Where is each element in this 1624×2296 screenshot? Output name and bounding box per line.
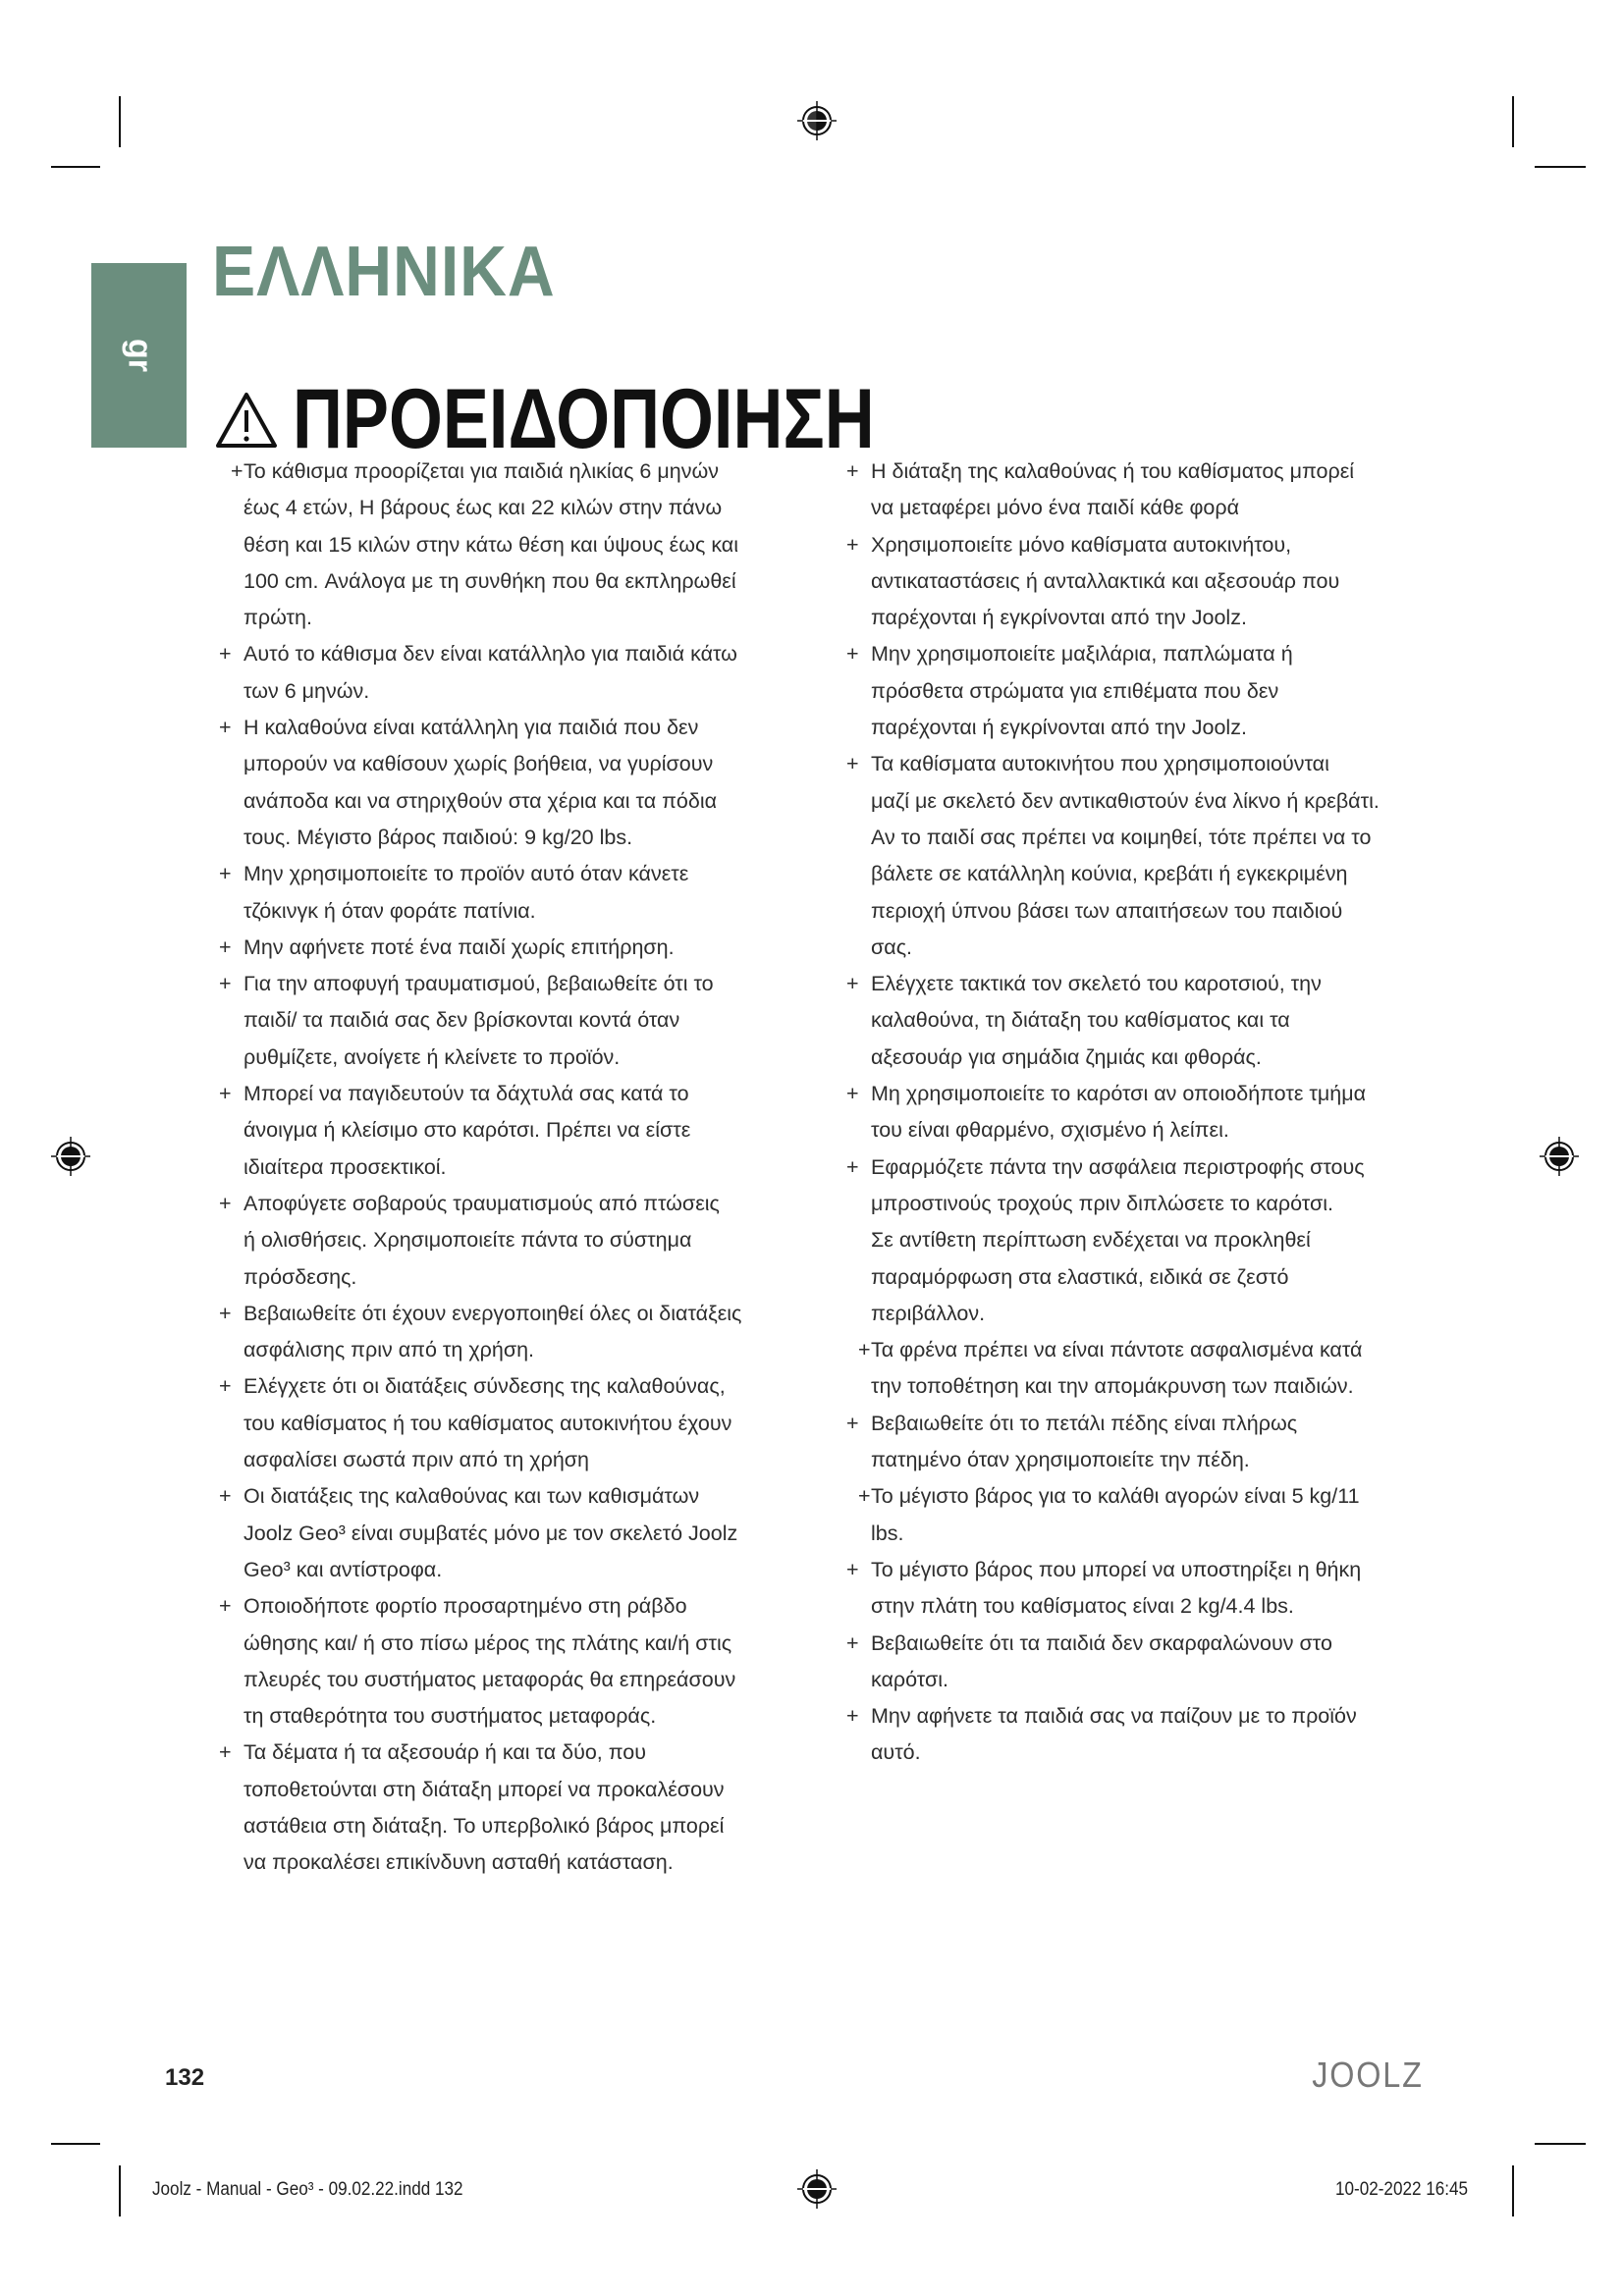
item-text: Αυτό το κάθισμα δεν είναι κατάλληλο για παιδιά κάτω των 6 μηνών. [244,642,737,703]
list-item [219,636,808,710]
registration-mark-icon [795,99,839,142]
list-item [846,1626,1455,1699]
item-text: Μπορεί να παγιδευτούν τα δάχτυλά σας κατά το άνοιγμα ή κλείσιμο στο καρότσι. Πρέπει να είστε ιδιαίτερα προσεκτικοί. [244,1082,691,1179]
item-text: Βεβαιωθείτε ότι το πετάλι πέδης είναι πλήρως πατημένο όταν χρησιμοποιείτε την πέδη. [871,1411,1298,1472]
language-tab-label: gr [121,339,158,372]
bullet-plus: + [219,1740,232,1765]
crop-mark [1535,166,1586,168]
item-text: Μην χρησιμοποιείτε το προϊόν αυτό όταν κάνετε τζόκινγκ ή όταν φοράτε πατίνια. [244,862,689,923]
item-text: Για την αποφυγή τραυματισμού, βεβαιωθείτε ότι το παιδί/ τα παιδιά σας δεν βρίσκονται κοντά όταν ρυθμίζετε, ανοίγετε ή κλείνετε το προϊόν. [244,972,714,1069]
bullet-plus: + [219,1594,232,1619]
item-text: Τα φρένα πρέπει να είναι πάντοτε ασφαλισμένα κατά την τοποθέτηση και την απομάκρυνση των παιδιών. [871,1338,1363,1399]
joolz-logo: JOOLZ [1312,2055,1424,2095]
list-item [846,746,1455,966]
bullet-plus: + [219,934,232,959]
bullet-plus: + [219,972,232,996]
bullet-plus: + [219,642,232,667]
bullet-plus: + [219,1191,232,1215]
list-item [846,966,1455,1076]
crop-mark [51,166,100,168]
list-item [219,454,808,636]
item-text: Το μέγιστο βάρος για το καλάθι αγορών είναι 5 kg/11 lbs. [871,1484,1360,1545]
list-item [846,636,1455,746]
item-text: Ελέγχετε ότι οι διατάξεις σύνδεσης της καλαθούνας, του καθίσματος ή του καθίσματος αυτοκινήτου έχουν ασφαλίσει σωστά πριν από τη χρήση [244,1374,732,1472]
item-text: Μην αφήνετε τα παιδιά σας να παίζουν με το προϊόν αυτό. [871,1704,1357,1765]
list-item [846,1149,1455,1332]
crop-mark [119,96,121,147]
bullet-plus: + [846,1154,859,1179]
language-tab [91,263,187,448]
bullet-plus: + [219,1484,232,1509]
registration-mark-icon [795,2167,839,2211]
bullet-plus: + [219,716,232,740]
list-item [846,1552,1455,1626]
warnings-list-left [219,454,808,1882]
list-item [219,1735,808,1881]
crop-mark [1512,96,1514,147]
list-item [219,966,808,1076]
list-item [846,1478,1455,1552]
list-item [219,856,808,930]
bullet-plus: + [846,1411,859,1435]
list-item [219,1588,808,1735]
item-text: Μην χρησιμοποιείτε μαξιλάρια, παπλώματα ή πρόσθετα στρώματα για επιθέματα που δεν παρέχονται ή εγκρίνονται από την Joolz. [871,642,1293,740]
item-text: Ελέγχετε τακτικά τον σκελετό του καροτσιού, την καλαθούνα, τη διάταξη του καθίσματος και τα αξεσουάρ για σημάδια ζημιάς και φθοράς. [871,972,1322,1069]
list-item [219,710,808,856]
bullet-plus: + [231,459,244,483]
warning-title: ΠΡΟΕΙΔΟΠΟΙΗΣΗ [293,372,875,466]
item-text: Η διάταξη της καλαθούνας ή του καθίσματος μπορεί να μεταφέρει μόνο ένα παιδί κάθε φορά [871,459,1355,520]
bullet-plus: + [846,1082,859,1106]
list-item [846,1406,1455,1479]
bullet-plus: + [846,1557,859,1581]
item-text: Μη χρησιμοποιείτε το καρότσι αν οποιοδήποτε τμήμα του είναι φθαρμένο, σχισμένο ή λείπει. [871,1082,1367,1143]
crop-mark [1512,2165,1514,2216]
registration-mark-icon [49,1135,92,1178]
item-text: Χρησιμοποιείτε μόνο καθίσματα αυτοκινήτου, αντικαταστάσεις ή ανταλλακτικά και αξεσουάρ που παρέχονται ή εγκρίνονται από την Joolz. [871,532,1340,630]
list-item [219,930,808,966]
bullet-plus: + [846,532,859,557]
page-number: 132 [165,2064,205,2091]
item-text: Η καλαθούνα είναι κατάλληλη για παιδιά που δεν μπορούν να καθίσουν χωρίς βοήθεια, να γυρίσουν ανάποδα και να στηριχθούν στα χέρια και τα πόδια τους. Μέγιστο βάρος παιδιού: 9 kg/20 lbs. [244,716,718,849]
bullet-plus: + [858,1484,871,1509]
language-heading: ΕΛΛΗΝΙΚΑ [212,233,556,311]
item-text: Εφαρμόζετε πάντα την ασφάλεια περιστροφής στους μπροστινούς τροχούς πριν διπλώσετε το καρότσι. Σε αντίθετη περίπτωση ενδέχεται να προκληθεί παραμόρφωση στα ελαστικά, ειδικά σε ζεστό περιβάλλον. [871,1154,1365,1325]
bullet-plus: + [219,1301,232,1325]
list-item [219,1296,808,1369]
list-item [846,1076,1455,1149]
list-item [846,454,1455,527]
crop-mark [51,2143,100,2145]
warning-triangle-icon [214,391,279,450]
item-text: Το κάθισμα προορίζεται για παιδιά ηλικίας 6 μηνών έως 4 ετών, Η βάρους έως και 22 κιλών στην πάνω θέση και 15 κιλών στην κάτω θέση και ύψους έως και 100 cm. Ανάλογα με τη συνθήκη που θα εκπληρωθεί πρώτη. [244,459,739,630]
item-text: Βεβαιωθείτε ότι έχουν ενεργοποιηθεί όλες οι διατάξεις ασφάλισης πριν από τη χρήση. [244,1301,742,1362]
list-item [219,1368,808,1478]
crop-mark [1535,2143,1586,2145]
item-text: Το μέγιστο βάρος που μπορεί να υποστηρίξει η θήκη στην πλάτη του καθίσματος είναι 2 kg/4.4 lbs. [871,1557,1362,1619]
list-item [219,1478,808,1588]
list-item [219,1076,808,1186]
bullet-plus: + [858,1338,871,1362]
item-text: Οποιοδήποτε φορτίο προσαρτημένο στη ράβδο ώθησης και/ ή στο πίσω μέρος της πλάτης και/ή στις πλευρές του συστήματος μεταφοράς θα επηρεάσουν τη σταθερότητα του συστήματος μεταφοράς. [244,1594,736,1729]
slug-file-info: Joolz - Manual - Geo³ - 09.02.22.indd 132 [152,2179,463,2200]
bullet-plus: + [219,862,232,886]
list-item [846,1332,1455,1406]
list-item [846,527,1455,637]
item-text: Τα καθίσματα αυτοκινήτου που χρησιμοποιούνται μαζί με σκελετό δεν αντικαθιστούν ένα λίκνο ή κρεβάτι. Αν το παιδί σας πρέπει να κοιμηθεί, τότε πρέπει να το βάλετε σε κατάλληλη κούνια, κρεβάτι ή εγκεκριμένη περιοχή ύπνου βάσει των απαιτήσεων του παιδιού σας. [871,752,1380,959]
bullet-plus: + [846,1630,859,1655]
list-item [219,1186,808,1296]
warnings-list-right [846,454,1455,1772]
slug-date: 10-02-2022 16:45 [1335,2179,1469,2200]
item-text: Βεβαιωθείτε ότι τα παιδιά δεν σκαρφαλώνουν στο καρότσι. [871,1630,1332,1691]
bullet-plus: + [219,1374,232,1399]
crop-mark [119,2165,121,2216]
item-text: Αποφύγετε σοβαρούς τραυματισμούς από πτώσεις ή ολισθήσεις. Χρησιμοποιείτε πάντα το σύστημα πρόσδεσης. [244,1191,720,1289]
bullet-plus: + [219,1082,232,1106]
bullet-plus: + [846,752,859,776]
registration-mark-icon [1538,1135,1581,1178]
bullet-plus: + [846,642,859,667]
item-text: Οι διατάξεις της καλαθούνας και των καθισμάτων Joolz Geo³ είναι συμβατές μόνο με τον σκελετό Joolz Geo³ και αντίστροφα. [244,1484,738,1581]
list-item [846,1698,1455,1772]
bullet-plus: + [846,459,859,483]
bullet-plus: + [846,972,859,996]
item-text: Τα δέματα ή τα αξεσουάρ ή και τα δύο, που τοποθετούνται στη διάταξη μπορεί να προκαλέσουν αστάθεια στη διάταξη. Το υπερβολικό βάρος μπορεί να προκαλέσει επικίνδυνη ασταθή κατάσταση. [244,1740,725,1875]
item-text: Μην αφήνετε ποτέ ένα παιδί χωρίς επιτήρηση. [244,934,675,959]
bullet-plus: + [846,1704,859,1729]
